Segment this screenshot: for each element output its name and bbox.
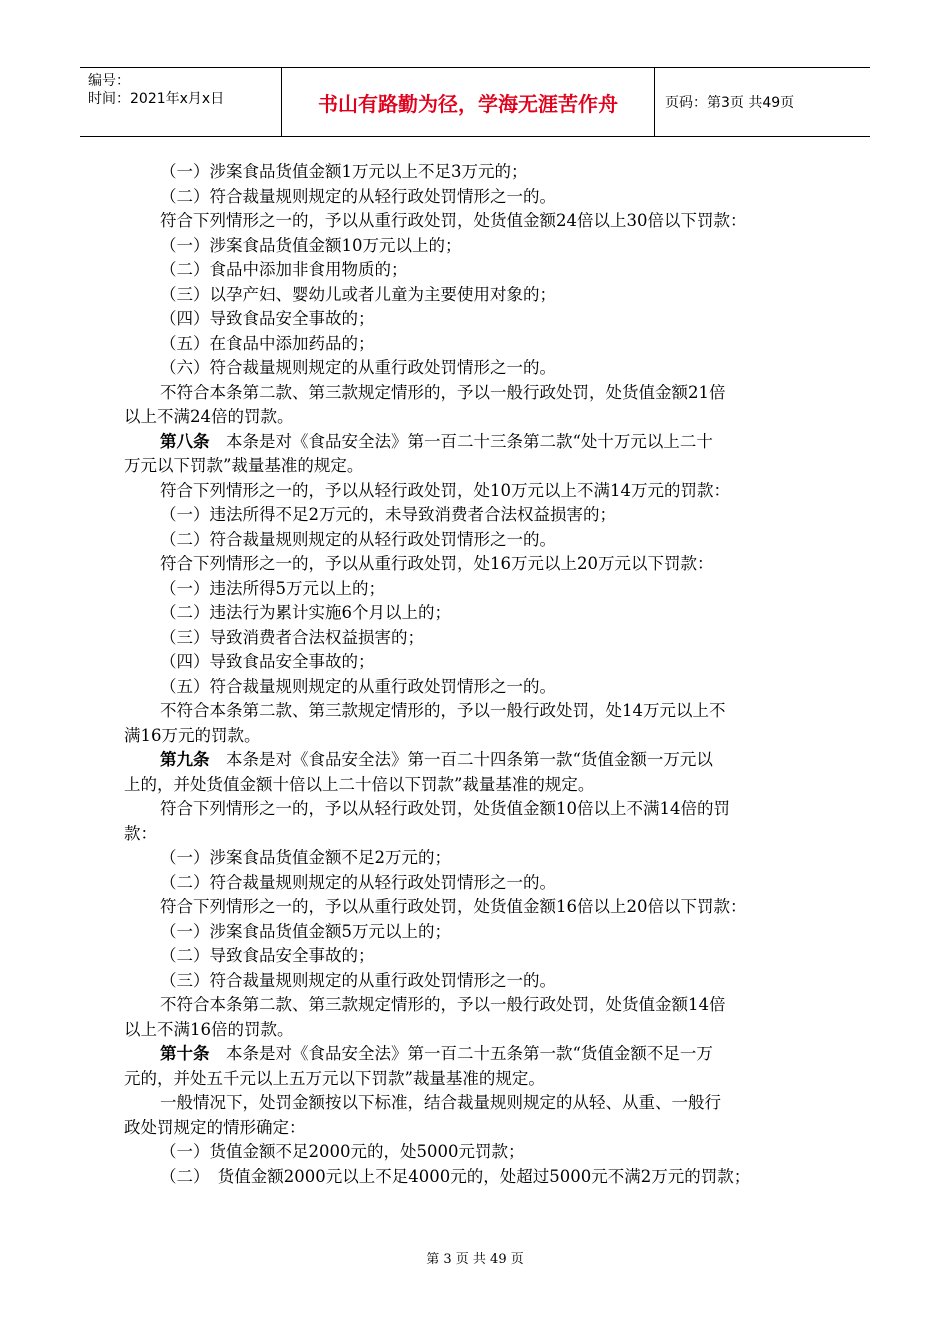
- line-text: 符合下列情形之一的，予以从轻行政处罚，处10万元以上不满14万元的罚款：: [160, 480, 730, 500]
- paragraph-line: [124, 160, 828, 185]
- paragraph-line: [124, 479, 828, 504]
- line-text: （二）食品中添加非食用物质的；: [160, 260, 408, 279]
- line-text: 上的，并处货值金额十倍以上二十倍以下罚款”裁量基准的规定。: [124, 774, 595, 794]
- paragraph-line: [124, 1165, 828, 1190]
- article-heading-line: [124, 748, 828, 773]
- line-text: 以上不满16倍的罚款。: [124, 1019, 294, 1039]
- header-time: 时间：2021年x月x日: [88, 91, 225, 107]
- article-heading-line: [124, 430, 828, 455]
- paragraph-line: [124, 209, 828, 234]
- line-text: 款：: [124, 823, 157, 843]
- line-text: 一般情况下，处罚金额按以下标准，结合裁量规则规定的从轻、从重、一般行: [160, 1093, 721, 1112]
- article-heading-line: [124, 1042, 828, 1067]
- paragraph-line: [124, 724, 828, 749]
- paragraph-line: [124, 1140, 828, 1165]
- line-text: （三）导致消费者合法权益损害的；: [160, 627, 424, 647]
- paragraph-line: [124, 356, 828, 381]
- line-text: （二）符合裁量规则规定的从轻行政处罚情形之一的。: [160, 186, 556, 206]
- line-text: 万元以下罚款”裁量基准的规定。: [124, 456, 364, 475]
- line-text: （一）涉案食品货值金额不足2万元的；: [160, 848, 451, 867]
- line-text: （五）符合裁量规则规定的从重行政处罚情形之一的。: [160, 676, 556, 696]
- paragraph-line: [124, 822, 828, 847]
- paragraph-line: [124, 969, 828, 994]
- paragraph-line: [124, 601, 828, 626]
- paragraph-line: [124, 381, 828, 406]
- page-header: [80, 67, 870, 137]
- line-text: 政处罚规定的情形确定：: [124, 1117, 306, 1137]
- line-text: （二）导致食品安全事故的；: [160, 946, 375, 965]
- paragraph-line: [124, 846, 828, 871]
- line-text: 符合下列情形之一的，予以从轻行政处罚，处货值金额10倍以上不满14倍的罚: [160, 799, 730, 818]
- paragraph-line: [124, 405, 828, 430]
- header-page-number: 页码：第3页 共49页: [665, 95, 795, 111]
- paragraph-line: [124, 185, 828, 210]
- line-text: （三）以孕产妇、婴幼儿或者儿童为主要使用对象的；: [160, 284, 556, 304]
- line-text: （四）导致食品安全事故的；: [160, 652, 375, 671]
- article-number: 第九条: [160, 750, 210, 769]
- paragraph-line: [124, 283, 828, 308]
- article-number: 第八条: [160, 431, 210, 451]
- paragraph-line: [124, 552, 828, 577]
- paragraph-line: [124, 1067, 828, 1092]
- page-footer: 第 3 页 共 49 页: [426, 1252, 524, 1267]
- line-text: （一）违法所得不足2万元的，未导致消费者合法权益损害的；: [160, 505, 616, 524]
- paragraph-line: [124, 773, 828, 798]
- paragraph-line: [124, 528, 828, 553]
- line-text: 本条是对《食品安全法》第一百二十四条第一款“货值金额一万元以: [209, 750, 713, 769]
- paragraph-line: [124, 1018, 828, 1043]
- line-text: （一）涉案食品货值金额1万元以上不足3万元的；: [160, 162, 528, 181]
- line-text: 满16万元的罚款。: [124, 725, 261, 745]
- paragraph-line: [124, 895, 828, 920]
- paragraph-line: [124, 258, 828, 283]
- paragraph-line: [124, 307, 828, 332]
- line-text: （二）符合裁量规则规定的从轻行政处罚情形之一的。: [160, 529, 556, 549]
- line-text: 符合下列情形之一的，予以从重行政处罚，处货值金额24倍以上30倍以下罚款：: [160, 211, 747, 230]
- document-body: [124, 160, 828, 1189]
- header-motto: 书山有路勤为径，学海无涯苦作舟: [282, 68, 655, 136]
- line-text: （一）违法所得5万元以上的；: [160, 578, 385, 598]
- line-text: 以上不满24倍的罚款。: [124, 407, 294, 426]
- line-text: 本条是对《食品安全法》第一百二十五条第一款“货值金额不足一万: [209, 1044, 713, 1063]
- line-text: 不符合本条第二款、第三款规定情形的，予以一般行政处罚，处货值金额14倍: [160, 995, 726, 1014]
- article-number: 第十条: [160, 1044, 210, 1063]
- line-text: （二）违法行为累计实施6个月以上的；: [160, 603, 451, 622]
- paragraph-line: [124, 1116, 828, 1141]
- paragraph-line: [124, 577, 828, 602]
- line-text: （四）导致食品安全事故的；: [160, 309, 375, 328]
- paragraph-line: [124, 944, 828, 969]
- line-text: 符合下列情形之一的，予以从重行政处罚，处16万元以上20万元以下罚款：: [160, 554, 714, 573]
- line-text: 元的，并处五千元以上五万元以下罚款”裁量基准的规定。: [124, 1068, 545, 1088]
- line-text: 不符合本条第二款、第三款规定情形的，予以一般行政处罚，处14万元以上不: [160, 701, 726, 720]
- line-text: （一）货值金额不足2000元的，处5000元罚款；: [160, 1142, 525, 1161]
- line-text: 不符合本条第二款、第三款规定情形的，予以一般行政处罚，处货值金额21倍: [160, 382, 726, 402]
- paragraph-line: [124, 699, 828, 724]
- line-text: （六）符合裁量规则规定的从重行政处罚情形之一的。: [160, 358, 556, 377]
- line-text: （一）涉案食品货值金额5万元以上的；: [160, 921, 451, 941]
- paragraph-line: [124, 650, 828, 675]
- paragraph-line: [124, 797, 828, 822]
- header-meta: [80, 68, 282, 136]
- paragraph-line: [124, 332, 828, 357]
- line-text: 本条是对《食品安全法》第一百二十三条第二款“处十万元以上二十: [209, 431, 713, 451]
- paragraph-line: [124, 234, 828, 259]
- paragraph-line: [124, 920, 828, 945]
- line-text: （五）在食品中添加药品的；: [160, 333, 375, 353]
- line-text: 符合下列情形之一的，予以从重行政处罚，处货值金额16倍以上20倍以下罚款：: [160, 897, 747, 916]
- paragraph-line: [124, 626, 828, 651]
- paragraph-line: [124, 993, 828, 1018]
- line-text: （三）符合裁量规则规定的从重行政处罚情形之一的。: [160, 970, 556, 990]
- paragraph-line: [124, 1091, 828, 1116]
- paragraph-line: [124, 503, 828, 528]
- paragraph-line: [124, 675, 828, 700]
- paragraph-line: [124, 454, 828, 479]
- line-text: （二）符合裁量规则规定的从轻行政处罚情形之一的。: [160, 872, 556, 892]
- line-text: （一）涉案食品货值金额10万元以上的；: [160, 235, 462, 255]
- header-number: 编号：: [88, 73, 130, 89]
- paragraph-line: [124, 871, 828, 896]
- line-text: （二） 货值金额2000元以上不足4000元的，处超过5000元不满2万元的罚款；: [160, 1166, 751, 1186]
